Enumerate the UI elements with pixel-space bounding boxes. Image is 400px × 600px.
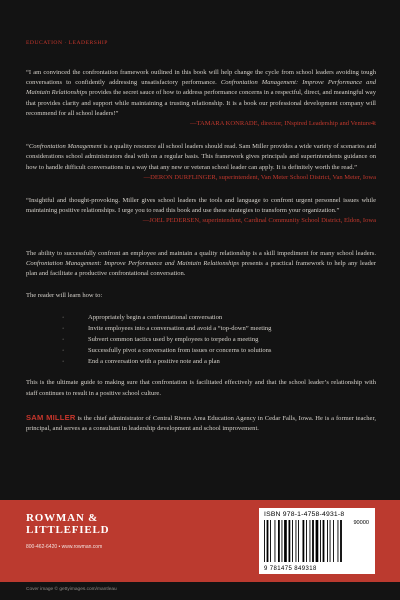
quote-attribution: —TAMARA KONRADE, director, INspired Leadership and Venture4t — [189, 120, 376, 128]
quote-attribution: —DERON DURFLINGER, superintendent, Van Meter School District, Van Meter, Iowa — [143, 173, 376, 181]
description-book-title: Confrontation Management: Improve Performance and Maintain Relationships — [26, 259, 240, 267]
list-item — [62, 345, 376, 356]
bullet-icon: · — [62, 336, 65, 344]
list-item — [62, 356, 376, 367]
category-label: EDUCATION · LEADERSHIP — [26, 40, 108, 46]
price-code: 90000 — [353, 520, 369, 526]
isbn-label: ISBN 978-1-4758-4931-8 — [264, 511, 345, 518]
quote-book-title: Confrontation Management: Improve Performance and Maintain Relationships — [26, 79, 376, 97]
quote-text: “ — [26, 143, 29, 151]
author-bio-text: is the chief administrator of Central Rivers Area Education Agency in Cedar Falls, Iowa. He is a former teacher, principal, and serves as a consultant in leadership development and school improvement. — [26, 414, 377, 433]
description-text: The ability to successfully confront an employee and maintain a quality relationship is a skill impediment for many school leaders. — [26, 249, 376, 257]
description-paragraph — [26, 249, 376, 280]
list-item — [62, 323, 376, 334]
list-item-text: End a conversation with a positive note and a plan — [88, 358, 220, 366]
publisher-logo-line2: LITTLEFIELD — [26, 524, 110, 536]
quote-text: provides the secret sauce of how to address performance concerns in a respectful, direct, and meaningful way that provides clarity and support while maintaining a trusting relationship. It is a book our professional development company will recommend for all school leaders!” — [26, 89, 376, 117]
quote-text: “Insightful and thought-provoking. Miller gives school leaders the tools and language to confront urgent personnel issues while maintaining positive relationships. I urge you to read this book and use these strategies to transform your organization.” — [26, 197, 376, 215]
learning-list — [62, 312, 376, 367]
testimonial-quote — [26, 196, 376, 227]
cover-credit: Cover image © gettyimages.com/mantleau — [26, 587, 117, 592]
bullet-icon: · — [62, 314, 65, 322]
quote-book-title: Confrontation Management — [28, 143, 102, 151]
list-item — [62, 312, 376, 323]
publisher-contact: 800-462-6420 • www.rowman.com — [26, 544, 103, 550]
list-item-text: Subvert common tactics used by employees to torpedo a meeting — [88, 336, 259, 344]
list-item-text: Appropriately begin a confrontational conversation — [88, 314, 223, 322]
testimonial-quote — [26, 68, 376, 129]
author-name: SAM MILLER — [26, 412, 76, 422]
bullet-icon: · — [62, 347, 65, 355]
learn-lead-in: The reader will learn how to: — [26, 292, 103, 300]
bullet-icon: · — [62, 358, 65, 366]
barcode-image — [264, 520, 344, 562]
bullet-icon: · — [62, 325, 65, 333]
barcode-box — [259, 508, 375, 574]
testimonial-quote — [26, 142, 376, 183]
quote-text: “I am convinced the confrontation framework outlined in this book will help change the cycle from school leaders avoiding tough conversations to confidently addressing unsatisfactory performance. — [26, 69, 376, 87]
summary-paragraph: This is the ultimate guide to making sure that confrontation is facilitated effectively and that the school leader’s relationship with staff continues to result in a positive school culture. — [26, 379, 376, 397]
list-item-text: Successfully pivot a conversation from issues or concerns to solutions — [88, 347, 272, 355]
ean-number: 9 781475 849318 — [264, 566, 317, 572]
publisher-logo — [26, 512, 109, 536]
author-bio — [26, 413, 376, 434]
description-text: presents a practical framework to help any leader plan and facilitate a productive confrontational conversation. — [26, 259, 377, 278]
list-item-text: Invite employees into a conversation and avoid a “top-down” meeting — [88, 325, 272, 333]
quote-attribution: —JOEL PEDERSEN, superintendent, Cardinal Community School District, Eldon, Iowa — [142, 217, 376, 225]
list-item — [62, 334, 376, 345]
main-content — [26, 68, 376, 434]
publisher-logo-line1: ROWMAN & — [26, 512, 99, 524]
quote-text: is a quality resource all school leaders should read. Sam Miller provides a wide variety of scenarios and considerations school administrators deal with on a regular basis. This framework gives principals and superintendents guidance on how to handle difficult conversations in a way that any new or veteran school leader can apply. It is definitely worth the read.” — [26, 143, 377, 171]
